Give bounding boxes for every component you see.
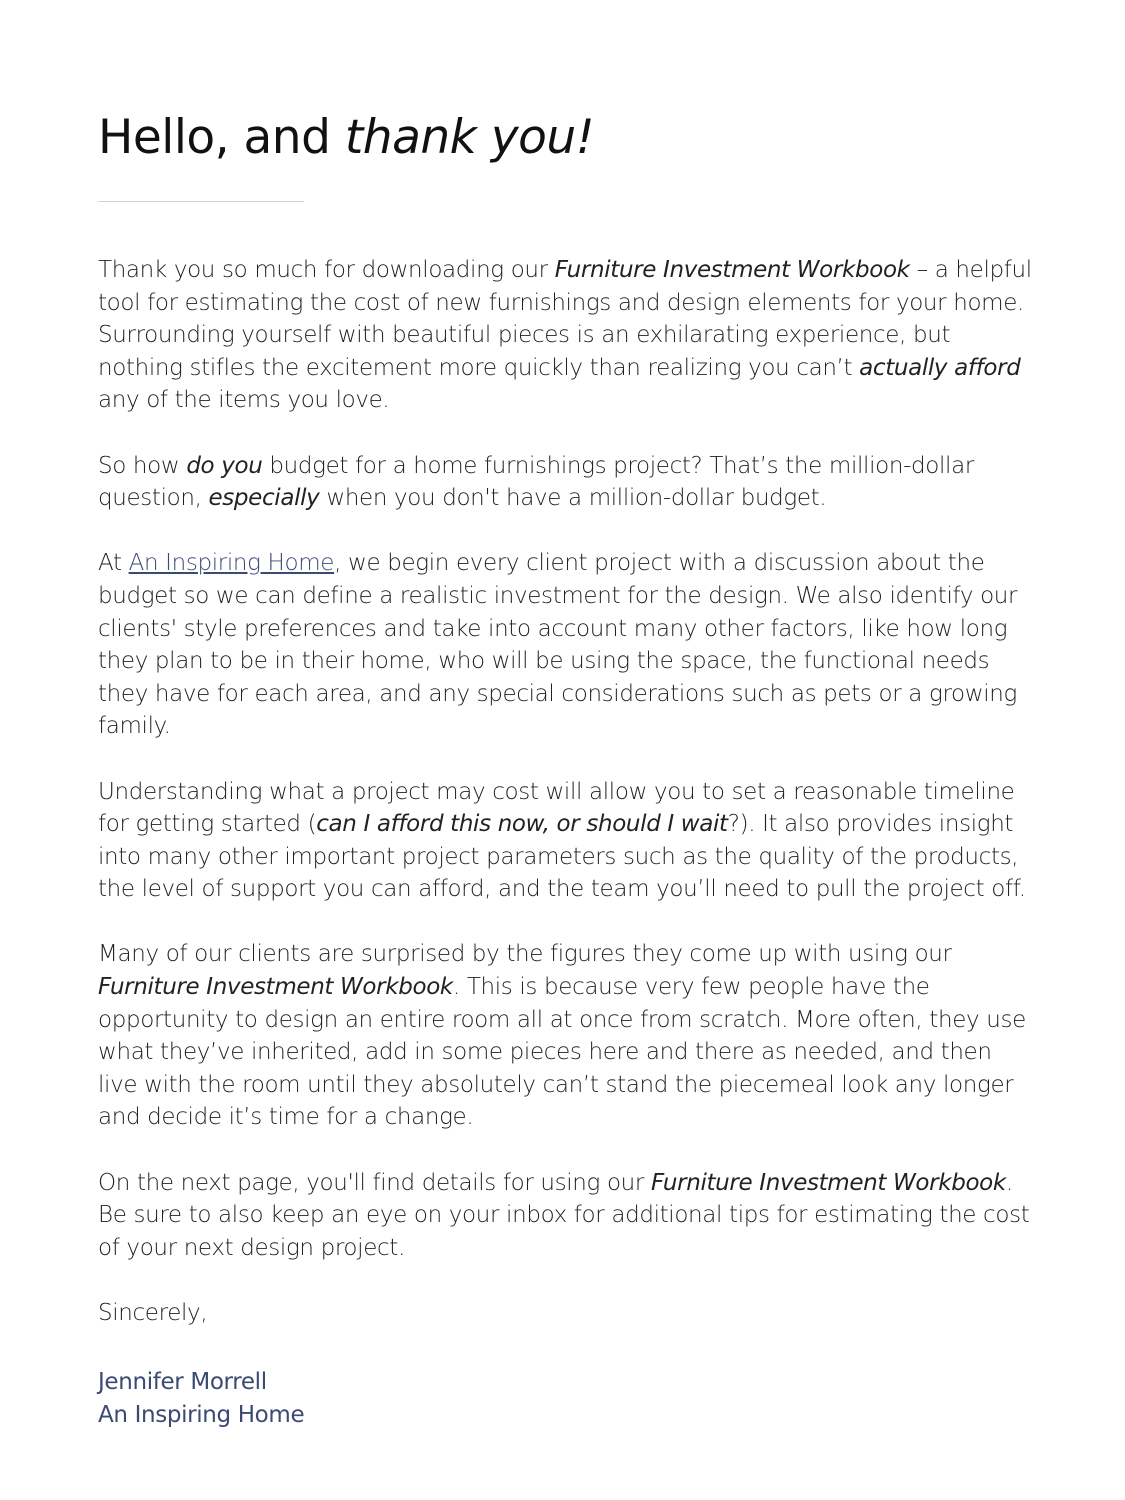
text: At xyxy=(98,550,129,577)
title-divider xyxy=(98,201,304,202)
page-title xyxy=(98,110,594,165)
text: . This is because very few people have the opportunity to design an entire room all at once from scratch. More often, they use what they’ve inherited, add in some pieces here and there as needed, and then live with the room until they absolutely can’t stand the piecemeal look any longer and decide it’s time for a change. xyxy=(98,974,1026,1131)
text: . Be sure to also keep an eye on your inbox for additional tips for estimating the cost of your next design project. xyxy=(98,1169,1030,1261)
text: On the next page, you'll find details for using our xyxy=(98,1169,651,1196)
title-plain: Hello, and xyxy=(98,110,345,165)
letter-body xyxy=(98,254,1033,1362)
paragraph-process xyxy=(98,547,1033,743)
paragraph-next-page xyxy=(98,1167,1033,1265)
title-italic: thank you! xyxy=(344,110,595,165)
closing-line: Sincerely, xyxy=(98,1300,208,1326)
text: Thank you so much for downloading our xyxy=(98,257,555,283)
text: budget for a home furnishings project? That’s the million-dollar question, xyxy=(98,452,974,512)
emphasis: actually afford xyxy=(859,354,1021,381)
text: – a helpful tool for estimating the cost of new furnishings and design elements for your home. Surrounding yourself with beautiful pieces is an exhilarating experience, but nothing stifles the excitement more quickly than realizing you can’t xyxy=(98,257,1032,381)
text: when you don't have a million-dollar budget. xyxy=(319,485,827,512)
emphasis: do you xyxy=(186,452,263,479)
paragraph-intro xyxy=(98,254,1033,417)
text: Understanding what a project may cost will allow you to set a reasonable timeline for getting started ( xyxy=(98,778,1015,838)
text: Many of our clients are surprised by the figures they come up with using our xyxy=(98,941,952,968)
text: So how xyxy=(98,452,187,479)
an-inspiring-home-link[interactable]: An Inspiring Home xyxy=(128,550,335,577)
emphasis: especially xyxy=(208,485,320,512)
signature-company: An Inspiring Home xyxy=(98,1401,305,1428)
signature-block xyxy=(98,1366,304,1431)
paragraph-timeline xyxy=(98,776,1033,906)
paragraph-clients xyxy=(98,938,1033,1134)
paragraph-budget-question xyxy=(98,450,1033,515)
emphasis: Furniture Investment Workbook xyxy=(650,1169,1006,1196)
text: ?). It also provides insight into many other important project parameters such as the quality of the products, the level of support you can afford, and the team you’ll need to pull the project off. xyxy=(98,811,1026,903)
emphasis: Furniture Investment Workbook xyxy=(98,974,453,1001)
signature-name: Jennifer Morrell xyxy=(98,1369,267,1395)
emphasis: Furniture Investment Workbook xyxy=(554,257,910,283)
text: , we begin every client project with a discussion about the budget so we can define a realistic investment for the design. We also identify our clients' style preferences and take into account many other factors, like how long they plan to be in their home, who will be using the space, the functional needs they have for each area, and any special considerations such as pets or a growing family. xyxy=(98,550,1018,740)
text: any of the items you love. xyxy=(98,387,390,414)
emphasis: can I afford this now, or should I wait xyxy=(316,811,728,838)
